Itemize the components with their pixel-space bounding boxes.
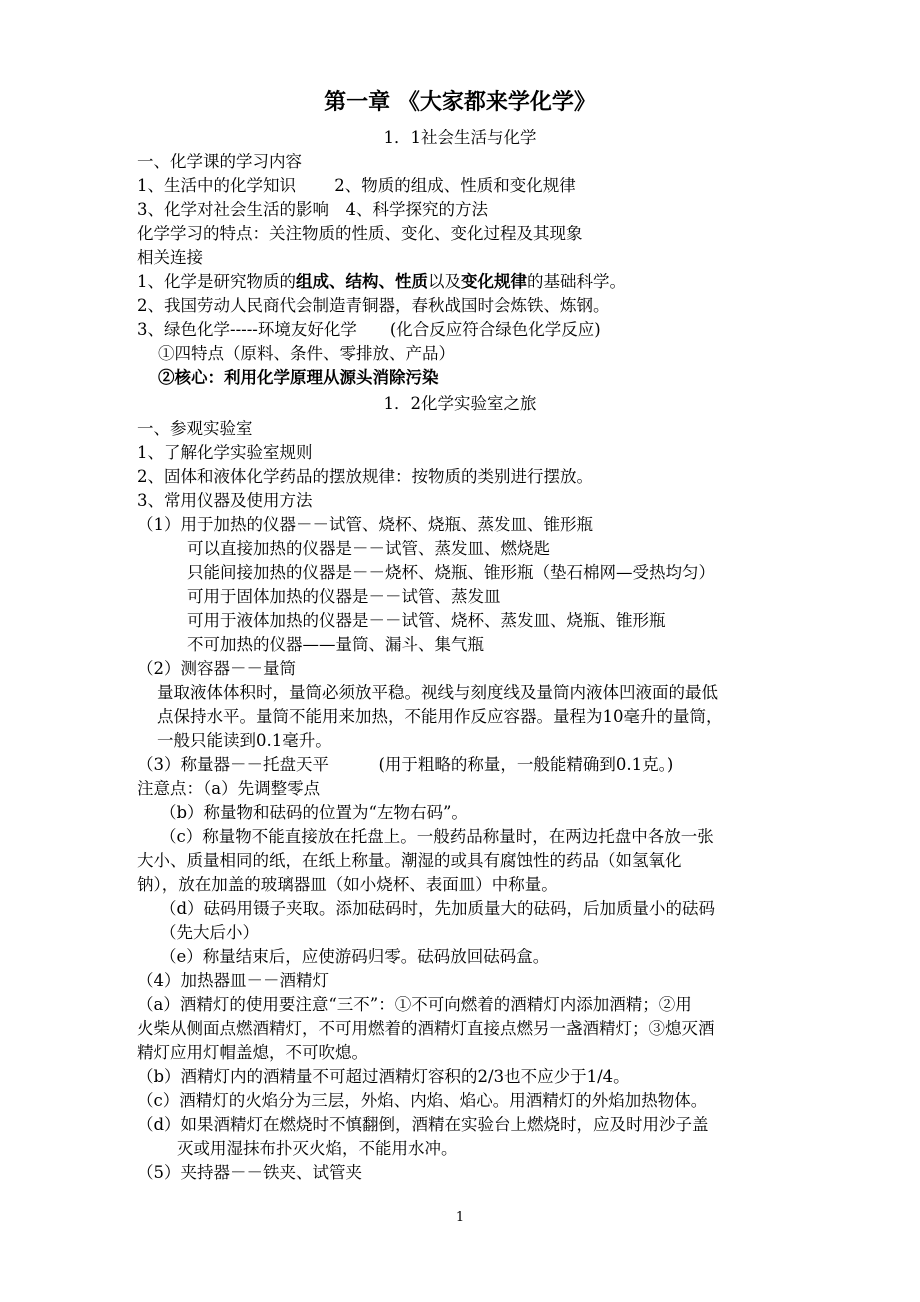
text-line: 量取液体体积时，量筒必须放平稳。视线与刻度线及量筒内液体凹液面的最低: [157, 683, 718, 702]
text-line: （c）酒精灯的火焰分为三层，外焰、内焰、焰心。用酒精灯的外焰加热物体。: [137, 1091, 708, 1110]
text-line: 注意点：（a）先调整零点: [137, 779, 321, 798]
text-line: 一、化学课的学习内容: [137, 152, 302, 171]
page-number: 1: [455, 1210, 465, 1225]
chapter-title: 第一章 《大家都来学化学》: [324, 89, 596, 115]
text-line: （a）酒精灯的使用要注意“三不”：①不可向燃着的酒精灯内添加酒精；②用: [137, 995, 692, 1014]
text-line: （4）加热器皿－－酒精灯: [137, 971, 329, 990]
text-line: （d）砝码用镊子夹取。添加砝码时，先加质量大的砝码，后加质量小的砝码: [160, 899, 716, 918]
text-line: 1、生活中的化学知识 2、物质的组成、性质和变化规律: [137, 176, 576, 195]
text-line: 火柴从侧面点燃酒精灯，不可用燃着的酒精灯直接点燃另一盏酒精灯；③熄灭酒: [137, 1019, 715, 1038]
text-line: 点保持水平。量筒不能用来加热，不能用作反应容器。量程为10毫升的量筒，: [157, 707, 723, 726]
text-line: ①四特点（原料、条件、零排放、产品）: [158, 344, 455, 363]
text-line: 2、固体和液体化学药品的摆放规律：按物质的类别进行摆放。: [137, 467, 593, 486]
text-line: 一般只能读到0.1毫升。: [157, 731, 332, 750]
text-line: 3、绿色化学-----环境友好化学 (化合反应符合绿色化学反应): [137, 320, 601, 339]
text-line: 相关连接: [137, 248, 203, 267]
text-line: （b）酒精灯内的酒精量不可超过酒精灯容积的2/3也不应少于1/4。: [137, 1067, 630, 1086]
text-line: （c）称量物不能直接放在托盘上。一般药品称量时，在两边托盘中各放一张: [160, 827, 714, 846]
text-line: （d）如果酒精灯在燃烧时不慎翻倒，酒精在实验台上燃烧时，应及时用沙子盖: [137, 1115, 709, 1134]
text-line: 可用于液体加热的仪器是－－试管、烧杯、蒸发皿、烧瓶、锥形瓶: [187, 611, 666, 630]
text-line: 灭或用湿抹布扑灭火焰，不能用水冲。: [177, 1139, 458, 1158]
text-line: （1）用于加热的仪器－－试管、烧杯、烧瓶、蒸发皿、锥形瓶: [137, 515, 593, 534]
text-line: （先大后小）: [160, 923, 259, 942]
text-line: 只能间接加热的仪器是－－烧杯、烧瓶、锥形瓶（垫石棉网—受热均匀）: [187, 563, 715, 582]
text-line: 化学学习的特点：关注物质的性质、变化、变化过程及其现象: [137, 224, 583, 243]
text-line: 一、参观实验室: [137, 419, 253, 438]
text-line: [137, 270, 626, 294]
text-line: （b）称量物和砝码的位置为“左物右码”。: [160, 803, 468, 822]
text-span: 1、化学是研究物质的: [137, 272, 296, 291]
bold-span: 变化规律: [461, 272, 527, 291]
text-line: 钠），放在加盖的玻璃器皿（如小烧杯、表面皿）中称量。: [137, 875, 558, 894]
text-line: 2、我国劳动人民商代会制造青铜器，春秋战国时会炼铁、炼钢。: [137, 296, 610, 315]
text-line: 1、了解化学实验室规则: [137, 443, 313, 462]
text-line: （e）称量结束后，应使游码归零。砝码放回砝码盒。: [160, 947, 550, 966]
section-heading-1-1: 1．1社会生活与化学: [383, 128, 537, 147]
text-line: 可用于固体加热的仪器是－－试管、蒸发皿: [187, 587, 501, 606]
text-line: 3、常用仪器及使用方法: [137, 491, 313, 510]
section-heading-1-2: 1．2化学实验室之旅: [383, 394, 537, 413]
text-span: 以及: [428, 272, 461, 291]
text-line: ②核心：利用化学原理从源头消除污染: [158, 368, 439, 387]
text-line: 不可加热的仪器——量筒、漏斗、集气瓶: [187, 635, 484, 654]
text-line: （3）称量器－－托盘天平 (用于粗略的称量，一般能精确到0.1克。): [137, 755, 674, 774]
text-line: （5）夹持器－－铁夹、试管夹: [137, 1163, 362, 1182]
text-line: （2）测容器－－量筒: [137, 659, 296, 678]
text-line: 3、化学对社会生活的影响 4、科学探究的方法: [137, 200, 488, 219]
text-line: 精灯应用灯帽盖熄，不可吹熄。: [137, 1043, 368, 1062]
text-span: 的基础科学。: [527, 272, 626, 291]
text-line: 大小、质量相同的纸，在纸上称量。潮湿的或具有腐蚀性的药品（如氢氧化: [137, 851, 682, 870]
text-line: 可以直接加热的仪器是－－试管、蒸发皿、燃烧匙: [187, 539, 550, 558]
bold-span: 组成、结构、性质: [296, 272, 428, 291]
